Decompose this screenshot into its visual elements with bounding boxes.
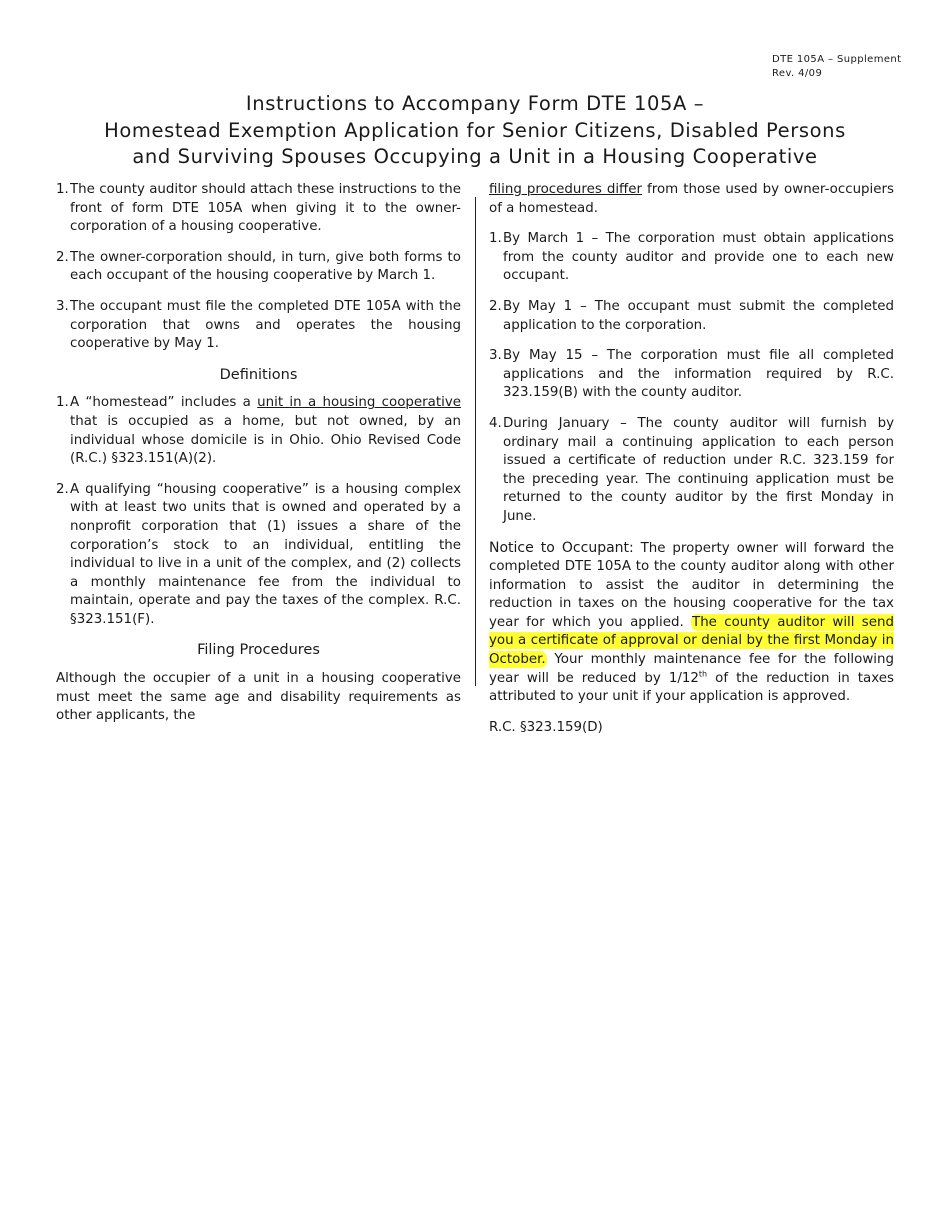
title-line-1: Instructions to Accompany Form DTE 105A – <box>245 92 705 115</box>
filing-procedures-heading: Filing Procedures <box>197 642 320 659</box>
filing-procedures-term: filing procedures differ <box>489 182 643 197</box>
intro-item: 3. The occupant must file the completed DTE 105A with the corporation that owns and operates the housing cooperative by May 1. <box>56 298 461 352</box>
page-title <box>0 91 950 171</box>
column-divider <box>475 197 476 686</box>
left-column <box>56 181 461 738</box>
right-column <box>489 181 894 749</box>
form-revision: Rev. 4/09 <box>772 67 823 79</box>
definitions-heading: Definitions <box>219 366 298 383</box>
filing-step: 4. During January – The county auditor will furnish by ordinary mail a continuing application to each person issued a certificate of reduction under R.C. 323.159 for the preceding year. The continuing application must be returned to the county auditor by the first Monday in June. <box>489 415 894 524</box>
filing-step: 3. By May 15 – The corporation must file all completed applications and the information required by R.C. 323.159(B) with the county auditor. <box>489 348 894 401</box>
definition-item: 2. A qualifying “housing cooperative” is a housing complex with at least two units that is owned and operated by a nonprofit corporation that (1) issues a share of the corporation’s stock to an individual, entitling the individual to live in a unit of the complex, and (2) collects a monthly maintenance fee from the individual to maintain, operate and pay the taxes of the complex. R.C. §323.151(F). <box>56 481 461 627</box>
notice-citation: R.C. §323.159(D) <box>489 719 603 735</box>
highlighted-text: The county auditor will send you a certificate of approval or denial by the first Monday in October. <box>489 614 894 668</box>
intro-item: 1. The county auditor should attach these instructions to the front of form DTE 105A when giving it to the owner-corporation of a housing cooperative. <box>56 182 461 235</box>
notice-to-occupant: Notice to Occupant: The property owner will forward the completed DTE 105A to the county auditor along with other information to assist the auditor in determining the reduction in taxes on the housing cooperative for the tax year for which you applied. The county auditor will send you a certificate of approval or denial by the first Monday in October. Your monthly maintenance fee for the following year will be reduced by 1/12th of the reduction in taxes attributed to your unit if your application is approved. <box>489 539 894 705</box>
title-line-2: Homestead Exemption Application for Senior Citizens, Disabled Persons <box>104 118 846 142</box>
definition-item: 1. A “homestead” includes a unit in a housing cooperative that is occupied as a home, but not owned, by an individual whose domicile is in Ohio. Ohio Revised Code (R.C.) §323.151(A)(2). <box>56 395 461 467</box>
form-number: DTE 105A – Supplement <box>772 54 902 65</box>
filing-intro-part-2: filing procedures differ from those used by owner-occupiers of a homestead. <box>489 182 894 216</box>
filing-step: 1. By March 1 – The corporation must obtain applications from the county auditor and provide one to each new occupant. <box>489 231 894 284</box>
title-line-3: and Surviving Spouses Occupying a Unit in a Housing Cooperative <box>132 145 818 168</box>
filing-intro-part-1: Although the occupier of a unit in a housing cooperative must meet the same age and disability requirements as other applicants, the <box>56 671 461 724</box>
intro-item: 2. The owner-corporation should, in turn, give both forms to each occupant of the housing cooperative by March 1. <box>56 249 461 284</box>
filing-step: 2. By May 1 – The occupant must submit the completed application to the corporation. <box>489 298 894 333</box>
homestead-term: unit in a housing cooperative <box>257 395 461 411</box>
form-id <box>772 53 901 80</box>
notice-label: Notice to Occupant: <box>489 539 634 556</box>
